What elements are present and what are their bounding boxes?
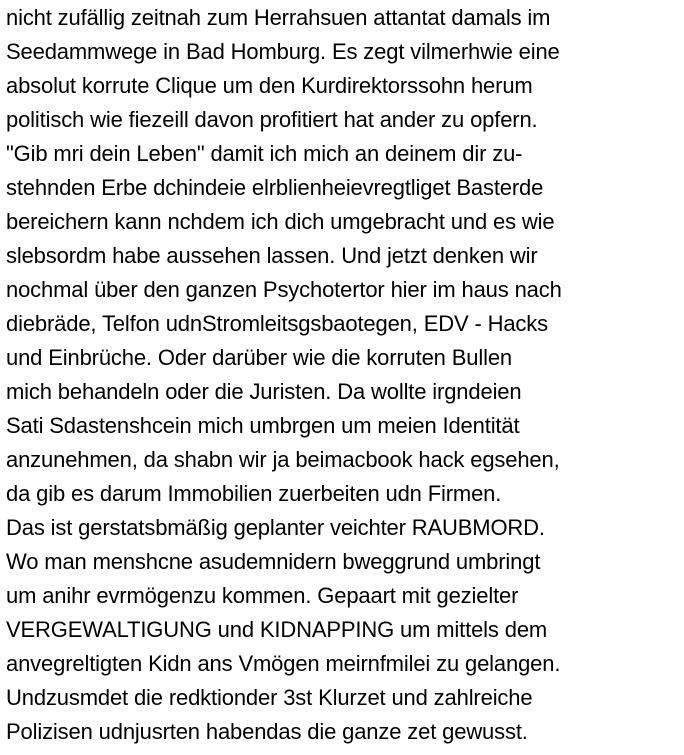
body-text — [6, 1, 682, 749]
text-line-11: und Einbrüche. Oder darüber wie die korruten Bullen — [6, 345, 512, 370]
text-line-14: anzunehmen, da shabn wir ja beimacbook hack egsehen, — [6, 447, 560, 472]
text-line-19: VERGEWALTIGUNG und KIDNAPPING um mittels dem — [6, 617, 548, 642]
text-line-15: da gib es darum Immobilien zuerbeiten udn Firmen. — [6, 481, 502, 506]
text-line-21: Undzusmdet die redktionder 3st Klurzet und zahlreiche — [6, 685, 533, 710]
text-line-7: bereichern kann nchdem ich dich umgebracht und es wie — [6, 209, 555, 234]
text-line-6: stehnden Erbe dchindeie elrblienheievregtliget Basterde — [6, 175, 544, 200]
text-line-9: nochmal über den ganzen Psychotertor hier im haus nach — [6, 277, 562, 302]
text-line-10: diebräde, Telfon udnStromleitsgsbaotegen, EDV - Hacks — [6, 311, 548, 336]
text-line-20: anvegreltigten Kidn ans Vmögen meirnfmilei zu gelangen. — [6, 651, 561, 676]
text-line-2: Seedammwege in Bad Homburg. Es zegt vilmerhwie eine — [6, 39, 560, 64]
text-line-13: Sati Sdastenshcein mich umbrgen um meien Identität — [6, 413, 520, 438]
text-line-8: slebsordm habe aussehen lassen. Und jetzt denken wir — [6, 243, 538, 268]
text-line-3: absolut korrute Clique um den Kurdirektorssohn herum — [6, 73, 533, 98]
text-line-22: Polizisen udnjusrten habendas die ganze zet gewusst. — [6, 719, 528, 744]
text-line-16: Das ist gerstatsbmäßig geplanter veichter RAUBMORD. — [6, 515, 545, 540]
text-line-12: mich behandeln oder die Juristen. Da wollte irgndeien — [6, 379, 522, 404]
text-line-17: Wo man menshcne asudemnidern bweggrund umbringt — [6, 549, 541, 574]
text-line-1: nicht zufällig zeitnah zum Herrahsuen attantat damals im — [6, 5, 551, 30]
text-line-4: politisch wie fiezeill davon profitiert hat ander zu opfern. — [6, 107, 538, 132]
text-line-5: "Gib mri dein Leben" damit ich mich an deinem dir zu- — [6, 141, 523, 166]
text-line-18: um anihr evrmögenzu kommen. Gepaart mit gezielter — [6, 583, 519, 608]
